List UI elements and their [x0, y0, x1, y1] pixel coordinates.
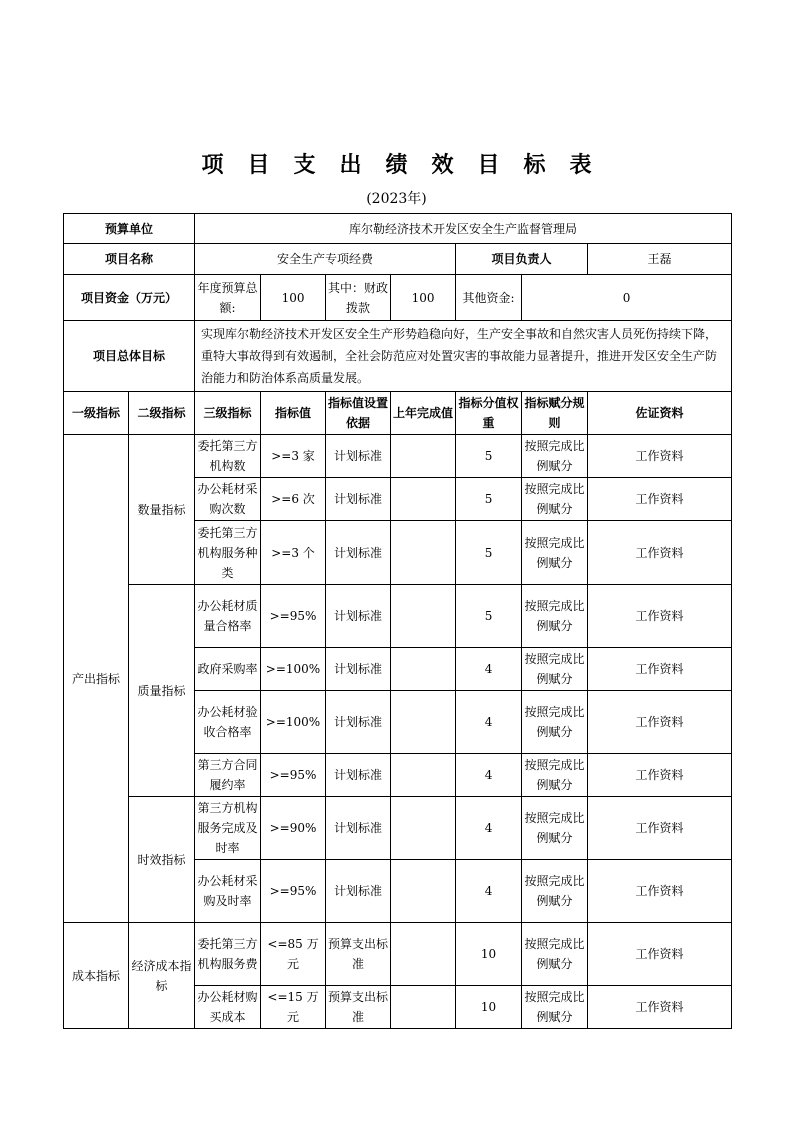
header-last-year: 上年完成值: [391, 392, 456, 435]
header-value: 指标值: [261, 392, 326, 435]
indicator-name: 第三方合同履约率: [195, 754, 261, 797]
indicator-rule: 按照完成比例赋分: [522, 585, 588, 648]
indicator-basis: 计划标准: [326, 797, 391, 860]
indicator-evidence: 工作资料: [588, 435, 732, 478]
indicator-evidence: 工作资料: [588, 691, 732, 754]
indicator-value: >=90%: [261, 797, 326, 860]
indicator-weight: 4: [456, 860, 522, 923]
table-row: [64, 923, 732, 986]
indicator-basis: 计划标准: [326, 478, 391, 521]
budget-unit-row: [64, 214, 732, 244]
header-level2: 二级指标: [129, 392, 195, 435]
indicator-value: <=15 万元: [261, 986, 326, 1029]
indicator-basis: 计划标准: [326, 585, 391, 648]
indicator-basis: 预算支出标准: [326, 986, 391, 1029]
indicator-weight: 5: [456, 585, 522, 648]
indicator-basis: 计划标准: [326, 648, 391, 691]
indicator-evidence: 工作资料: [588, 521, 732, 585]
budget-unit-value: 库尔勒经济技术开发区安全生产监督管理局: [195, 214, 732, 244]
group-timeliness: 时效指标: [129, 797, 195, 923]
indicator-value: >=95%: [261, 585, 326, 648]
indicator-name: 委托第三方机构服务种类: [195, 521, 261, 585]
indicator-rule: 按照完成比例赋分: [522, 860, 588, 923]
indicator-weight: 5: [456, 435, 522, 478]
indicator-weight: 10: [456, 986, 522, 1029]
indicator-evidence: 工作资料: [588, 860, 732, 923]
indicator-weight: 4: [456, 754, 522, 797]
indicator-name: 政府采购率: [195, 648, 261, 691]
indicator-evidence: 工作资料: [588, 754, 732, 797]
indicator-basis: 计划标准: [326, 860, 391, 923]
indicator-evidence: 工作资料: [588, 585, 732, 648]
indicator-evidence: 工作资料: [588, 797, 732, 860]
indicator-value: >=100%: [261, 691, 326, 754]
indicator-rule: 按照完成比例赋分: [522, 435, 588, 478]
indicator-value: <=85 万元: [261, 923, 326, 986]
indicator-rule: 按照完成比例赋分: [522, 521, 588, 585]
indicator-last-year: [391, 478, 456, 521]
indicator-basis: 预算支出标准: [326, 923, 391, 986]
indicator-name: 办公耗材采购及时率: [195, 860, 261, 923]
indicator-basis: 计划标准: [326, 691, 391, 754]
indicator-last-year: [391, 691, 456, 754]
page-subtitle-year: (2023年): [366, 191, 427, 207]
indicator-weight: 4: [456, 691, 522, 754]
column-header-row: [64, 392, 732, 435]
group-quality: 质量指标: [129, 585, 195, 797]
header-rule: 指标赋分规则: [522, 392, 588, 435]
indicator-last-year: [391, 521, 456, 585]
indicator-weight: 10: [456, 923, 522, 986]
header-weight: 指标分值权重: [456, 392, 522, 435]
indicator-last-year: [391, 435, 456, 478]
indicator-basis: 计划标准: [326, 754, 391, 797]
indicator-rule: 按照完成比例赋分: [522, 797, 588, 860]
group-output: 产出指标: [64, 435, 129, 923]
header-level1: 一级指标: [64, 392, 129, 435]
page-title: 项目支出绩效目标表: [201, 152, 616, 178]
fiscal-allocation-value: 100: [391, 275, 456, 321]
indicator-rule: 按照完成比例赋分: [522, 648, 588, 691]
indicator-value: >=3 个: [261, 521, 326, 585]
group-economic-cost: 经济成本指标: [129, 923, 195, 1029]
annual-budget-value: 100: [261, 275, 326, 321]
indicator-value: >=95%: [261, 860, 326, 923]
indicator-rule: 按照完成比例赋分: [522, 754, 588, 797]
header-evidence: 佐证资料: [588, 392, 732, 435]
project-name-label: 项目名称: [64, 244, 195, 275]
indicator-rule: 按照完成比例赋分: [522, 986, 588, 1029]
indicator-name: 办公耗材采购次数: [195, 478, 261, 521]
project-funds-row: [64, 275, 732, 321]
indicator-value: >=95%: [261, 754, 326, 797]
project-lead-label: 项目负责人: [456, 244, 588, 275]
indicator-last-year: [391, 648, 456, 691]
annual-budget-label: 年度预算总额:: [195, 275, 261, 321]
indicator-value: >=100%: [261, 648, 326, 691]
indicator-rule: 按照完成比例赋分: [522, 923, 588, 986]
indicator-evidence: 工作资料: [588, 923, 732, 986]
group-cost: 成本指标: [64, 923, 129, 1029]
indicator-name: 委托第三方机构服务费: [195, 923, 261, 986]
indicator-weight: 4: [456, 797, 522, 860]
indicator-weight: 5: [456, 521, 522, 585]
indicator-last-year: [391, 754, 456, 797]
indicator-name: 委托第三方机构数: [195, 435, 261, 478]
overall-goal-text: 实现库尔勒经济技术开发区安全生产形势趋稳向好，生产安全事故和自然灾害人员死伤持续下降，重特大事故得到有效遏制，全社会防范应对处置灾害的事故能力显著提升，推进开发区安全生产防治能力和防治体系高质量发展。: [195, 321, 732, 392]
project-name-row: [64, 244, 732, 275]
indicator-evidence: 工作资料: [588, 478, 732, 521]
budget-unit-label: 预算单位: [64, 214, 195, 244]
indicator-last-year: [391, 986, 456, 1029]
indicator-weight: 5: [456, 478, 522, 521]
indicator-name: 办公耗材验收合格率: [195, 691, 261, 754]
indicator-name: 办公耗材质量合格率: [195, 585, 261, 648]
table-row: [64, 797, 732, 860]
indicator-last-year: [391, 860, 456, 923]
other-funds-label: 其他资金:: [456, 275, 522, 321]
other-funds-value: 0: [522, 275, 732, 321]
table-row: [64, 435, 732, 478]
overall-goal-row: [64, 321, 732, 392]
indicator-evidence: 工作资料: [588, 986, 732, 1029]
header-level3: 三级指标: [195, 392, 261, 435]
indicator-last-year: [391, 797, 456, 860]
indicator-last-year: [391, 585, 456, 648]
table-row: [64, 585, 732, 648]
indicator-evidence: 工作资料: [588, 648, 732, 691]
indicator-value: >=3 家: [261, 435, 326, 478]
indicator-weight: 4: [456, 648, 522, 691]
group-quantity: 数量指标: [129, 435, 195, 585]
indicator-rule: 按照完成比例赋分: [522, 691, 588, 754]
indicator-name: 办公耗材购买成本: [195, 986, 261, 1029]
project-lead-value: 王磊: [588, 244, 732, 275]
project-name-value: 安全生产专项经费: [195, 244, 456, 275]
project-funds-label: 项目资金（万元）: [64, 275, 195, 321]
indicator-value: >=6 次: [261, 478, 326, 521]
overall-goal-label: 项目总体目标: [64, 321, 195, 392]
indicator-basis: 计划标准: [326, 521, 391, 585]
indicator-name: 第三方机构服务完成及时率: [195, 797, 261, 860]
fiscal-allocation-label: 其中：财政拨款: [326, 275, 391, 321]
indicator-basis: 计划标准: [326, 435, 391, 478]
indicator-rule: 按照完成比例赋分: [522, 478, 588, 521]
indicator-last-year: [391, 923, 456, 986]
header-basis: 指标值设置依据: [326, 392, 391, 435]
performance-table: [63, 213, 732, 1029]
